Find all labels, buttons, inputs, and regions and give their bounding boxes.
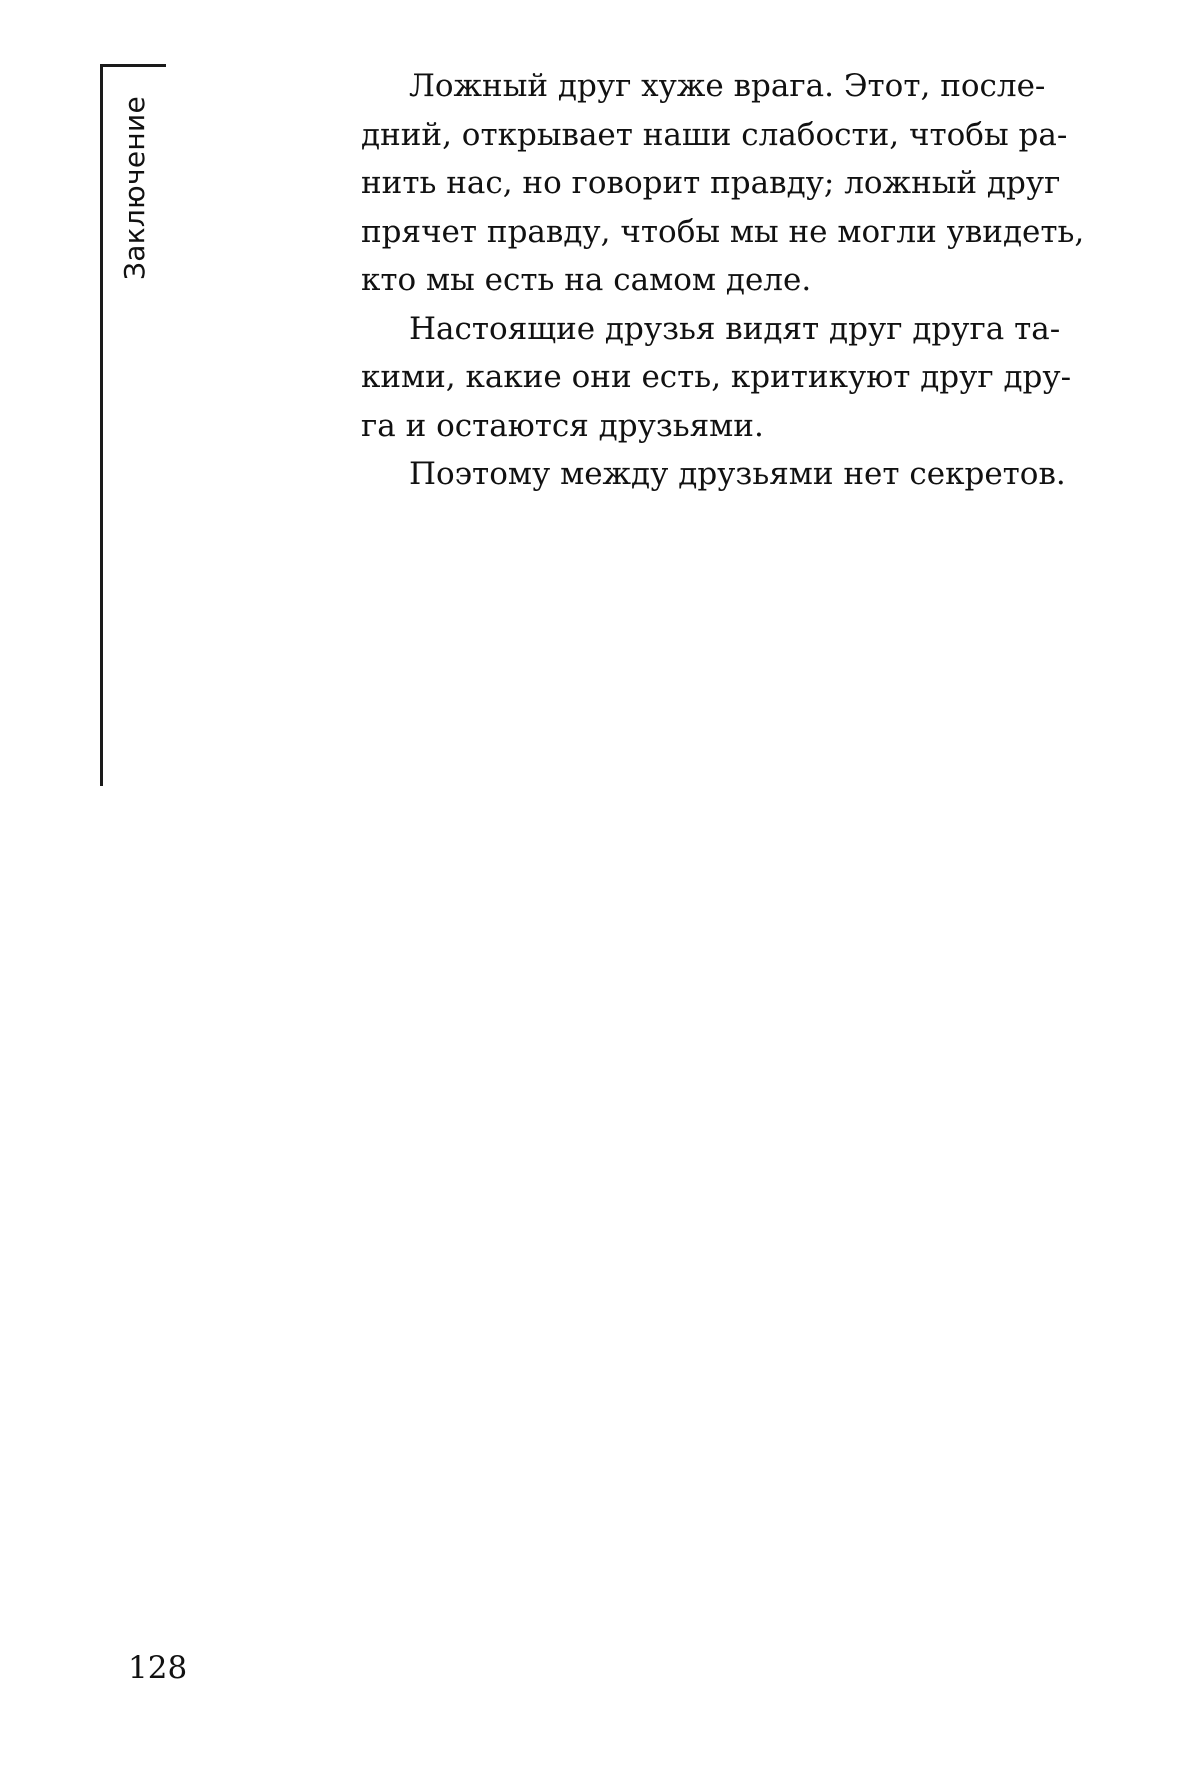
page-number: 128 [128,1650,188,1686]
body-text [361,62,1089,499]
side-vertical-rule [100,66,103,786]
paragraph-1: Ложный друг хуже врага. Этот, после- дний, открывает наши слабости, чтобы ра- нить нас, но говорит правду; ложный друг прячет правду, чтобы мы не могли увидеть, кто мы есть на самом деле. [361,68,1085,298]
paragraph-3: Поэтому между друзьями нет секретов. [409,456,1066,492]
paragraph-2: Настоящие друзья видят друг друга та- кими, какие они есть, критикуют друг дру- га и остаются друзьями. [361,310,1072,444]
side-rule-cap [100,64,166,67]
chapter-running-title: Заключение [118,96,151,280]
